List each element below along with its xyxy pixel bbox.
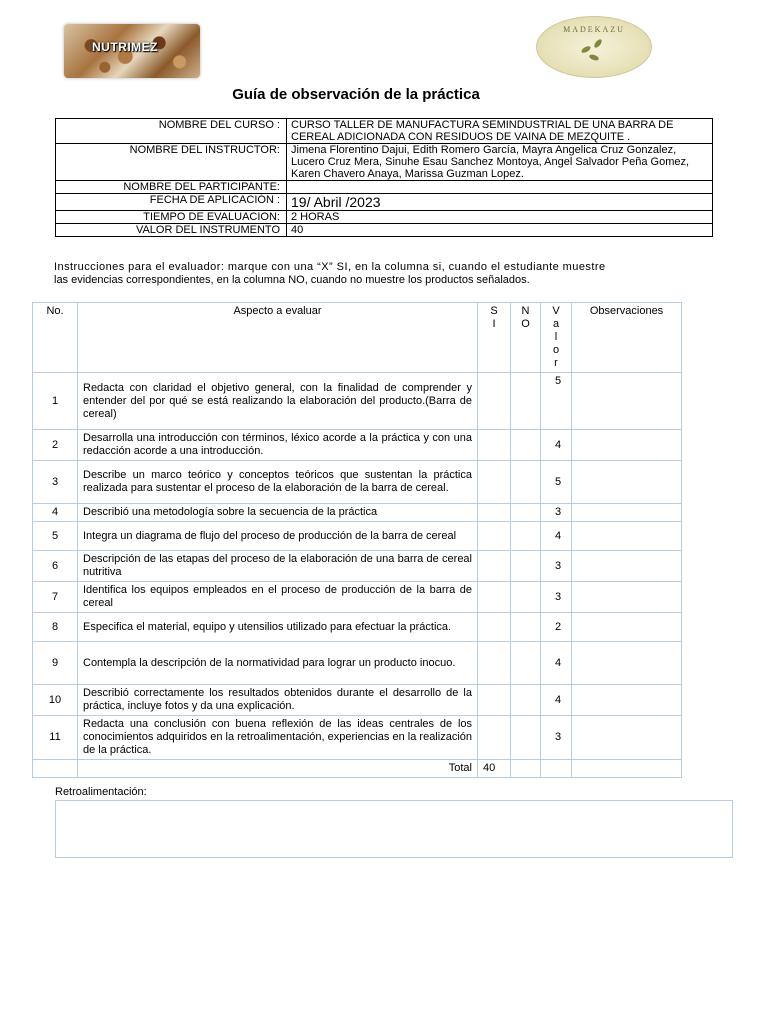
- info-value: 2 HORAS: [287, 211, 713, 224]
- info-label: TIEMPO DE EVALUACION:: [56, 211, 287, 224]
- row-valor: 3: [541, 582, 572, 613]
- row-valor: 5: [541, 373, 572, 430]
- no-cell[interactable]: [511, 461, 541, 504]
- header-letter: r: [554, 357, 558, 369]
- header-letter: S: [490, 305, 498, 317]
- header-no: No.: [33, 303, 78, 373]
- table-row: [33, 642, 682, 685]
- row-aspect: Especifica el material, equipo y utensilios utilizado para efectuar la práctica.: [78, 613, 478, 642]
- row-valor: 4: [541, 430, 572, 461]
- observations-cell[interactable]: [572, 430, 682, 461]
- table-row: [33, 430, 682, 461]
- si-cell[interactable]: [478, 685, 511, 716]
- observations-cell[interactable]: [572, 551, 682, 582]
- si-cell[interactable]: [478, 504, 511, 522]
- row-number: 2: [33, 430, 78, 461]
- header-letter: I: [492, 318, 496, 330]
- no-cell[interactable]: [511, 642, 541, 685]
- evaluation-table: [32, 302, 682, 778]
- si-cell[interactable]: [478, 461, 511, 504]
- feedback-box[interactable]: [55, 800, 733, 858]
- nutrimez-logo-text: NUTRIMEZ: [92, 40, 158, 54]
- no-cell[interactable]: [511, 685, 541, 716]
- si-cell[interactable]: [478, 642, 511, 685]
- si-cell[interactable]: [478, 373, 511, 430]
- row-number: 10: [33, 685, 78, 716]
- observations-cell[interactable]: [572, 461, 682, 504]
- observations-cell[interactable]: [572, 373, 682, 430]
- header-letter: a: [552, 318, 560, 330]
- no-cell[interactable]: [511, 373, 541, 430]
- header-letter: l: [554, 331, 558, 343]
- row-aspect: Integra un diagrama de flujo del proceso de producción de la barra de cereal: [78, 522, 478, 551]
- header-aspect: Aspecto a evaluar: [78, 303, 478, 373]
- info-value: CURSO TALLER DE MANUFACTURA SEMINDUSTRIAL DE UNA BARRA DE CEREAL ADICIONADA CON RESIDUOS DE VAINA DE MEZQUITE .: [287, 119, 713, 144]
- row-aspect: Contempla la descripción de la normatividad para lograr un producto inocuo.: [78, 642, 478, 685]
- row-aspect: Describió una metodología sobre la secuencia de la práctica: [78, 504, 478, 522]
- info-value: 19/ Abril /2023: [287, 194, 713, 211]
- total-valor-cell: [541, 760, 572, 778]
- observations-cell[interactable]: [572, 613, 682, 642]
- info-row: [56, 194, 713, 211]
- row-number: 4: [33, 504, 78, 522]
- no-cell[interactable]: [511, 430, 541, 461]
- si-cell[interactable]: [478, 613, 511, 642]
- info-label: FECHA DE APLICACIÓN :: [56, 194, 287, 211]
- row-number: 11: [33, 716, 78, 760]
- no-cell[interactable]: [511, 613, 541, 642]
- instructions-line-2: las evidencias correspondientes, en la columna NO, cuando no muestre los productos señalados.: [54, 274, 530, 286]
- header-valor: [541, 303, 572, 373]
- row-valor: 4: [541, 522, 572, 551]
- row-valor: 2: [541, 613, 572, 642]
- no-cell[interactable]: [511, 551, 541, 582]
- madekazu-logo: [536, 16, 652, 78]
- no-cell[interactable]: [511, 716, 541, 760]
- table-row: [33, 582, 682, 613]
- row-valor: 5: [541, 461, 572, 504]
- row-valor: 3: [541, 551, 572, 582]
- si-cell[interactable]: [478, 551, 511, 582]
- total-no-cell: [511, 760, 541, 778]
- total-label: Total: [78, 760, 478, 778]
- si-cell[interactable]: [478, 716, 511, 760]
- total-observations-cell: [572, 760, 682, 778]
- row-number: 9: [33, 642, 78, 685]
- info-value: 40: [287, 224, 713, 237]
- instructions-line-1: Instrucciones para el evaluador: marque con una “X” SI, en la columna si, cuando el estudiante muestre: [54, 261, 606, 273]
- evaluator-instructions: [54, 261, 714, 287]
- header-letter: o: [552, 344, 560, 356]
- row-aspect: Describe un marco teórico y conceptos teóricos que sustentan la práctica realizada para sustentar el proceso de la elaboración de la barra de cereal.: [78, 461, 478, 504]
- info-label: NOMBRE DEL CURSO :: [56, 119, 287, 144]
- header-letter: V: [552, 305, 560, 317]
- table-row: [33, 373, 682, 430]
- table-row: [33, 461, 682, 504]
- row-number: 6: [33, 551, 78, 582]
- total-row-blank: [33, 760, 78, 778]
- no-cell[interactable]: [511, 522, 541, 551]
- row-valor: 4: [541, 685, 572, 716]
- row-aspect: Identifica los equipos empleados en el proceso de producción de la barra de cereal: [78, 582, 478, 613]
- leaf-icon: [593, 38, 603, 49]
- leaf-icon: [580, 45, 591, 54]
- leaf-icon: [588, 53, 599, 61]
- row-aspect: Desarrolla una introducción con términos, léxico acorde a la práctica y con una redacción acorde a una introducción.: [78, 430, 478, 461]
- table-row: [33, 685, 682, 716]
- observations-cell[interactable]: [572, 685, 682, 716]
- header-no-column: [511, 303, 541, 373]
- header-observations: Observaciones: [572, 303, 682, 373]
- observations-cell[interactable]: [572, 504, 682, 522]
- header-letter: O: [521, 318, 530, 330]
- header-si: [478, 303, 511, 373]
- info-label: NOMBRE DEL INSTRUCTOR:: [56, 144, 287, 181]
- header-letter: N: [521, 305, 530, 317]
- observations-cell[interactable]: [572, 716, 682, 760]
- course-info-table: [55, 118, 713, 237]
- no-cell[interactable]: [511, 582, 541, 613]
- no-cell[interactable]: [511, 504, 541, 522]
- table-row: [33, 551, 682, 582]
- observations-cell[interactable]: [572, 582, 682, 613]
- row-valor: 4: [541, 642, 572, 685]
- observations-cell[interactable]: [572, 642, 682, 685]
- info-value: [287, 181, 713, 194]
- row-aspect: Describió correctamente los resultados obtenidos durante el desarrollo de la práctica, incluye fotos y da una explicación.: [78, 685, 478, 716]
- row-aspect: Redacta una conclusión con buena reflexión de las ideas centrales de los conocimientos adquiridos en la retroalimentación, experiencias en la realización de la práctica.: [78, 716, 478, 760]
- nutrimez-logo: [64, 24, 200, 78]
- info-row: [56, 211, 713, 224]
- row-number: 7: [33, 582, 78, 613]
- row-number: 5: [33, 522, 78, 551]
- info-row: [56, 119, 713, 144]
- table-row: [33, 613, 682, 642]
- total-value: 40: [478, 760, 511, 778]
- info-row: [56, 181, 713, 194]
- row-aspect: Redacta con claridad el objetivo general, con la finalidad de comprender y entender del por qué se está realizando la elaboración del producto.(Barra de cereal): [78, 373, 478, 430]
- table-row: [33, 504, 682, 522]
- row-number: 3: [33, 461, 78, 504]
- madekazu-logo-text: MADEKAZU: [563, 25, 625, 34]
- row-valor: 3: [541, 504, 572, 522]
- page-title: Guía de observación de la práctica: [232, 86, 480, 103]
- info-label: NOMBRE DEL PARTICIPANTE:: [56, 181, 287, 194]
- row-number: 1: [33, 373, 78, 430]
- info-row: [56, 144, 713, 181]
- si-cell[interactable]: [478, 582, 511, 613]
- table-row: [33, 522, 682, 551]
- info-value: Jimena Florentino Dajui, Edith Romero García, Mayra Angelica Cruz Gonzalez, Lucero Cruz Mera, Sinuhe Esau Sanchez Montoya, Angel Salvador Peña Gomez, Karen Chavero Anaya, Marissa Guzman Lopez.: [287, 144, 713, 181]
- table-row: [33, 716, 682, 760]
- info-label: VALOR DEL INSTRUMENTO: [56, 224, 287, 237]
- si-cell[interactable]: [478, 522, 511, 551]
- row-valor: 3: [541, 716, 572, 760]
- row-aspect: Descripción de las etapas del proceso de la elaboración de una barra de cereal nutritiva: [78, 551, 478, 582]
- feedback-label: Retroalimentación:: [55, 786, 147, 798]
- si-cell[interactable]: [478, 430, 511, 461]
- observations-cell[interactable]: [572, 522, 682, 551]
- info-row: [56, 224, 713, 237]
- row-number: 8: [33, 613, 78, 642]
